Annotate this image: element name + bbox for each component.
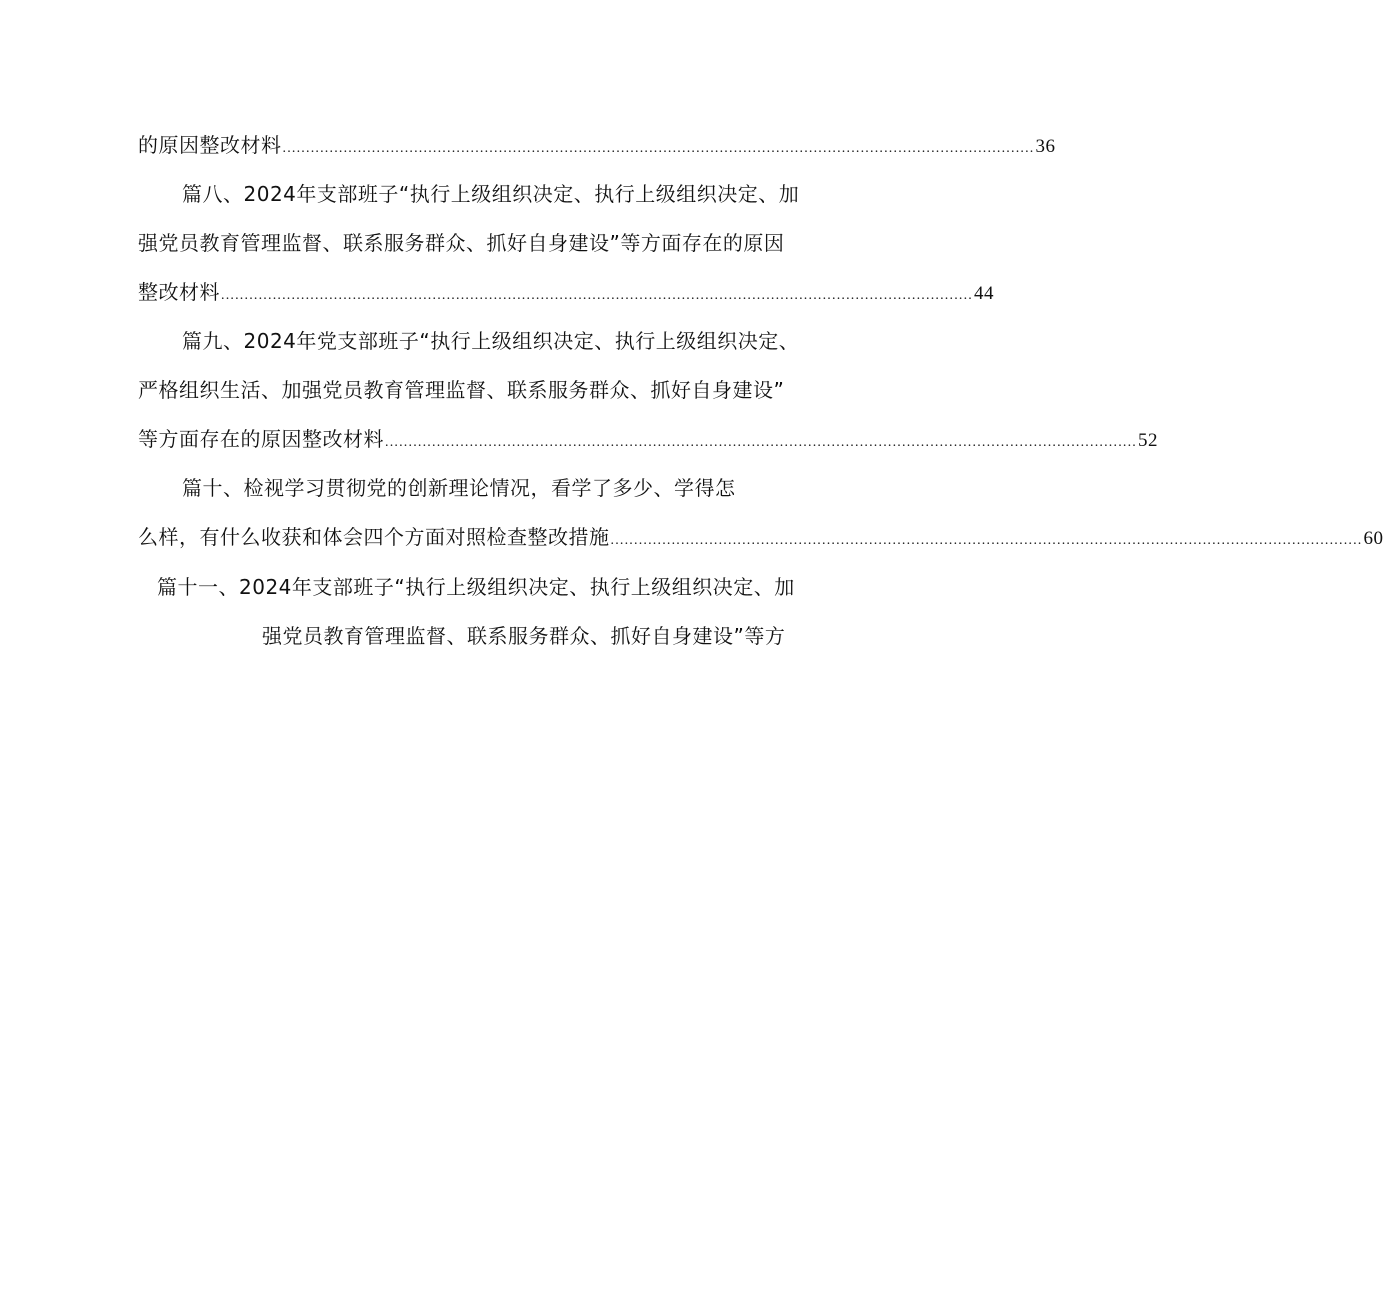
toc-entry-9-text: 等方面存在的原因整改材料: [138, 427, 384, 451]
toc-leader-dots: ................................................................................................................................................................: [385, 435, 1137, 450]
toc-entry-8-last-line[interactable]: [138, 278, 994, 306]
toc-entry-8-page-number: 44: [974, 283, 994, 304]
toc-leader-dots: ................................................................................................................................................................: [221, 288, 973, 303]
toc-leader-dots: ................................................................................................................................................................: [282, 141, 1035, 156]
toc-entry-9-line-1[interactable]: 篇九、2024年党支部班子“执行上级组织决定、执行上级组织决定、: [182, 329, 800, 353]
toc-entry-7-page-number: 36: [1035, 136, 1056, 157]
toc-entry-8-line-2[interactable]: 强党员教育管理监督、联系服务群众、抓好自身建设”等方面存在的原因: [138, 231, 785, 255]
toc-entry-10-line-1[interactable]: 篇十、检视学习贯彻党的创新理论情况，看学了多少、学得怎: [182, 476, 736, 500]
toc-entry-7-last-line[interactable]: [138, 131, 1056, 159]
toc-entry-9-line-2[interactable]: 严格组织生活、加强党员教育管理监督、联系服务群众、抓好自身建设”: [138, 378, 785, 402]
toc-entry-9-last-line[interactable]: [138, 425, 1158, 453]
toc-leader-dots: ................................................................................................................................................................: [610, 533, 1363, 548]
toc-entry-10-text: 么样，有什么收获和体会四个方面对照检查整改措施: [138, 525, 610, 549]
toc-entry-7-text: 的原因整改材料: [138, 133, 282, 157]
toc-entry-9-page-number: 52: [1138, 430, 1158, 451]
toc-entry-8-line-1[interactable]: 篇八、2024年支部班子“执行上级组织决定、执行上级组织决定、加: [182, 182, 800, 206]
toc-entry-10-last-line[interactable]: [138, 523, 1384, 551]
toc-entry-11-line-2[interactable]: 强党员教育管理监督、联系服务群众、抓好自身建设”等方: [262, 624, 786, 648]
toc-entry-10-page-number: 60: [1363, 528, 1384, 549]
toc-entry-8-text: 整改材料: [138, 280, 220, 304]
toc-entry-11-line-1[interactable]: 篇十一、2024年支部班子“执行上级组织决定、执行上级组织决定、加: [157, 575, 795, 599]
